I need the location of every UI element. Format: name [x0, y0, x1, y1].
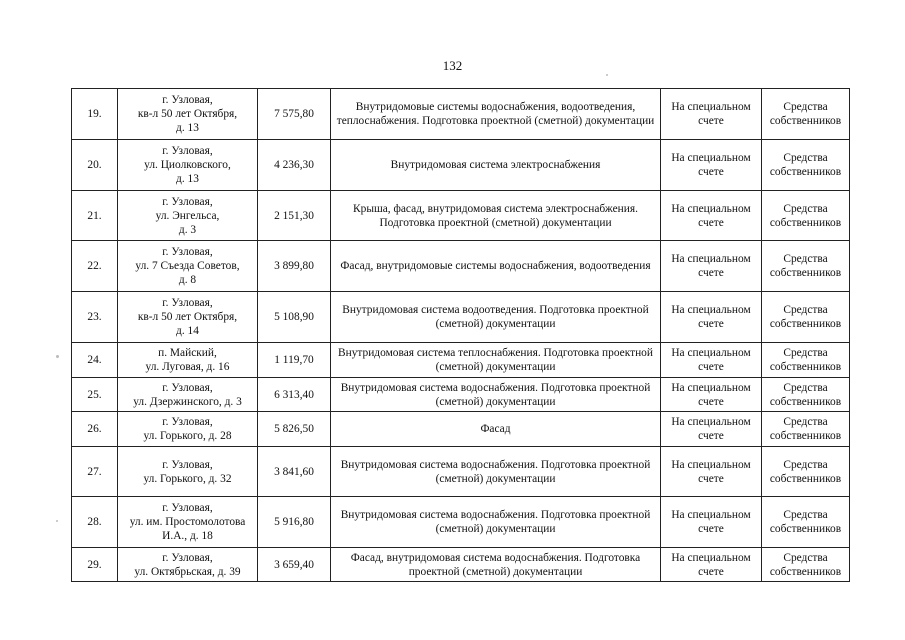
- row-number-cell: 27.: [72, 447, 118, 497]
- funding-source-cell: Средства собственников: [762, 241, 850, 292]
- row-number-cell: 24.: [72, 343, 118, 378]
- address-line: ул. Горького, д. 28: [143, 430, 232, 442]
- row-number-cell: 22.: [72, 241, 118, 292]
- address-cell: [118, 343, 258, 378]
- funding-source-cell: Средства собственников: [762, 140, 850, 191]
- account-type-cell: На специальном счете: [661, 447, 762, 497]
- address-line: г. Узловая,: [162, 458, 213, 471]
- row-number-cell: 21.: [72, 191, 118, 241]
- area-cell: 5 916,80: [258, 497, 331, 548]
- address-cell: [118, 241, 258, 292]
- address-line: ул. им. Простомолотова: [129, 516, 246, 528]
- table-row: [72, 191, 850, 241]
- area-cell: 2 151,30: [258, 191, 331, 241]
- address-cell: [118, 140, 258, 191]
- area-cell: 3 899,80: [258, 241, 331, 292]
- table-row: [72, 497, 850, 548]
- address-line: кв-л 50 лет Октября,: [137, 108, 238, 120]
- funding-source-cell: Средства собственников: [762, 378, 850, 412]
- address-line: ул. Энгельса,: [155, 209, 220, 222]
- funding-source-cell: Средства собственников: [762, 412, 850, 447]
- area-cell: 6 313,40: [258, 378, 331, 412]
- table-row: [72, 548, 850, 582]
- address-line: кв-л 50 лет Октября,: [137, 311, 238, 323]
- address-cell: [118, 378, 258, 412]
- funding-source-cell: Средства собственников: [762, 191, 850, 241]
- works-cell: Внутридомовая система водоснабжения. Подготовка проектной (сметной) документации: [331, 497, 661, 548]
- row-number-cell: 28.: [72, 497, 118, 548]
- funding-source-cell: Средства собственников: [762, 548, 850, 582]
- account-type-cell: На специальном счете: [661, 140, 762, 191]
- address-line: д. 13: [176, 173, 199, 185]
- table-row: [72, 378, 850, 412]
- address-line: д. 14: [176, 325, 199, 337]
- area-cell: 3 841,60: [258, 447, 331, 497]
- address-line: д. 8: [178, 274, 197, 286]
- address-line: п. Майский,: [158, 347, 217, 359]
- account-type-cell: На специальном счете: [661, 292, 762, 343]
- address-cell: [118, 548, 258, 582]
- row-number-cell: 23.: [72, 292, 118, 343]
- table-row: [72, 140, 850, 191]
- scan-speck: [56, 520, 58, 522]
- area-cell: 5 826,50: [258, 412, 331, 447]
- row-number-cell: 29.: [72, 548, 118, 582]
- account-type-cell: На специальном счете: [661, 378, 762, 412]
- row-number-cell: 26.: [72, 412, 118, 447]
- account-type-cell: На специальном счете: [661, 89, 762, 140]
- area-cell: 1 119,70: [258, 343, 331, 378]
- works-cell: Внутридомовая система электроснабжения: [331, 140, 661, 191]
- address-cell: [118, 447, 258, 497]
- repair-registry-table: [71, 88, 850, 582]
- account-type-cell: На специальном счете: [661, 497, 762, 548]
- area-cell: 5 108,90: [258, 292, 331, 343]
- address-cell: [118, 497, 258, 548]
- works-cell: Крыша, фасад, внутридомовая система электроснабжения. Подготовка проектной (сметной) документации: [331, 191, 661, 241]
- address-line: д. 13: [176, 122, 199, 134]
- row-number-cell: 19.: [72, 89, 118, 140]
- address-line: ул. Дзержинского, д. 3: [133, 395, 242, 408]
- address-line: д. 3: [178, 223, 197, 236]
- table-row: [72, 89, 850, 140]
- address-line: г. Узловая,: [162, 94, 213, 106]
- page-number: 132: [442, 58, 463, 73]
- row-number-cell: 25.: [72, 378, 118, 412]
- works-cell: Внутридомовые системы водоснабжения, водоотведения, теплоснабжения. Подготовка проектной (сметной) документации: [331, 89, 661, 140]
- scan-speck: [56, 355, 59, 358]
- table-row: [72, 241, 850, 292]
- funding-source-cell: Средства собственников: [762, 447, 850, 497]
- account-type-cell: На специальном счете: [661, 412, 762, 447]
- table-row: [72, 412, 850, 447]
- address-line: г. Узловая,: [162, 551, 213, 564]
- address-line: г. Узловая,: [162, 246, 213, 258]
- funding-source-cell: Средства собственников: [762, 89, 850, 140]
- works-cell: Фасад: [331, 412, 661, 447]
- works-cell: Фасад, внутридомовые системы водоснабжения, водоотведения: [331, 241, 661, 292]
- table-row: [72, 447, 850, 497]
- address-line: г. Узловая,: [162, 502, 213, 514]
- funding-source-cell: Средства собственников: [762, 343, 850, 378]
- address-line: ул. Горького, д. 32: [143, 472, 232, 485]
- account-type-cell: На специальном счете: [661, 241, 762, 292]
- table-row: [72, 292, 850, 343]
- works-cell: Внутридомовая система теплоснабжения. Подготовка проектной (сметной) документации: [331, 343, 661, 378]
- works-cell: Внутридомовая система водоснабжения. Подготовка проектной (сметной) документации: [331, 378, 661, 412]
- address-cell: [118, 412, 258, 447]
- scan-speck: [606, 74, 608, 76]
- works-cell: Внутридомовая система водоотведения. Подготовка проектной (сметной) документации: [331, 292, 661, 343]
- address-cell: [118, 292, 258, 343]
- address-line: г. Узловая,: [162, 381, 213, 394]
- address-line: ул. Октябрьская, д. 39: [134, 565, 241, 578]
- funding-source-cell: Средства собственников: [762, 497, 850, 548]
- row-number-cell: 20.: [72, 140, 118, 191]
- account-type-cell: На специальном счете: [661, 191, 762, 241]
- table-body: [72, 89, 850, 582]
- works-cell: Фасад, внутридомовая система водоснабжения. Подготовка проектной (сметной) документации: [331, 548, 661, 582]
- account-type-cell: На специальном счете: [661, 548, 762, 582]
- address-line: ул. 7 Съезда Советов,: [135, 260, 240, 272]
- works-cell: Внутридомовая система водоснабжения. Подготовка проектной (сметной) документации: [331, 447, 661, 497]
- address-line: г. Узловая,: [162, 195, 213, 208]
- address-line: ул. Луговая, д. 16: [145, 361, 230, 373]
- address-line: г. Узловая,: [162, 297, 213, 309]
- area-cell: 3 659,40: [258, 548, 331, 582]
- address-line: г. Узловая,: [162, 416, 213, 428]
- table-row: [72, 343, 850, 378]
- address-cell: [118, 89, 258, 140]
- account-type-cell: На специальном счете: [661, 343, 762, 378]
- address-line: г. Узловая,: [162, 145, 213, 157]
- address-cell: [118, 191, 258, 241]
- address-line: И.А., д. 18: [162, 530, 213, 542]
- address-line: ул. Циолковского,: [144, 159, 231, 171]
- funding-source-cell: Средства собственников: [762, 292, 850, 343]
- area-cell: 7 575,80: [258, 89, 331, 140]
- area-cell: 4 236,30: [258, 140, 331, 191]
